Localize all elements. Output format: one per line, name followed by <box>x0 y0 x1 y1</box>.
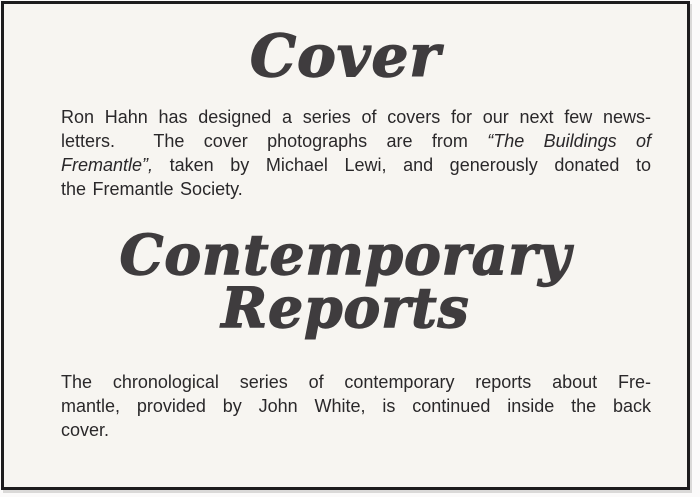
text-line: The chronological series of contemporary reports about Fre- <box>61 372 651 392</box>
text-segment: taken by Michael Lewi, and generously donated to <box>153 155 651 175</box>
text-line: Ron Hahn has designed a series of covers for our next few news- <box>61 107 651 127</box>
text-line: cover. <box>61 420 110 440</box>
text-segment-book-title: “The Buildings of <box>487 131 651 151</box>
text-line <box>61 153 651 177</box>
text-line: mantle, provided by John White, is continued inside the back <box>61 396 651 416</box>
heading-line: Contemporary <box>119 222 572 287</box>
section-heading-contemporary-reports <box>4 222 687 340</box>
text-segment: letters. The cover photographs are from <box>61 131 488 151</box>
section-heading-cover: Cover <box>249 22 441 90</box>
paragraph-contemporary-reports <box>61 370 651 442</box>
text-line: the Fremantle Society. <box>61 179 243 199</box>
heading-line: Reports <box>221 275 470 340</box>
page-border-frame <box>1 1 690 490</box>
text-line <box>61 129 651 153</box>
paragraph-cover <box>61 105 651 201</box>
text-segment-book-title: Fremantle”, <box>61 155 154 175</box>
